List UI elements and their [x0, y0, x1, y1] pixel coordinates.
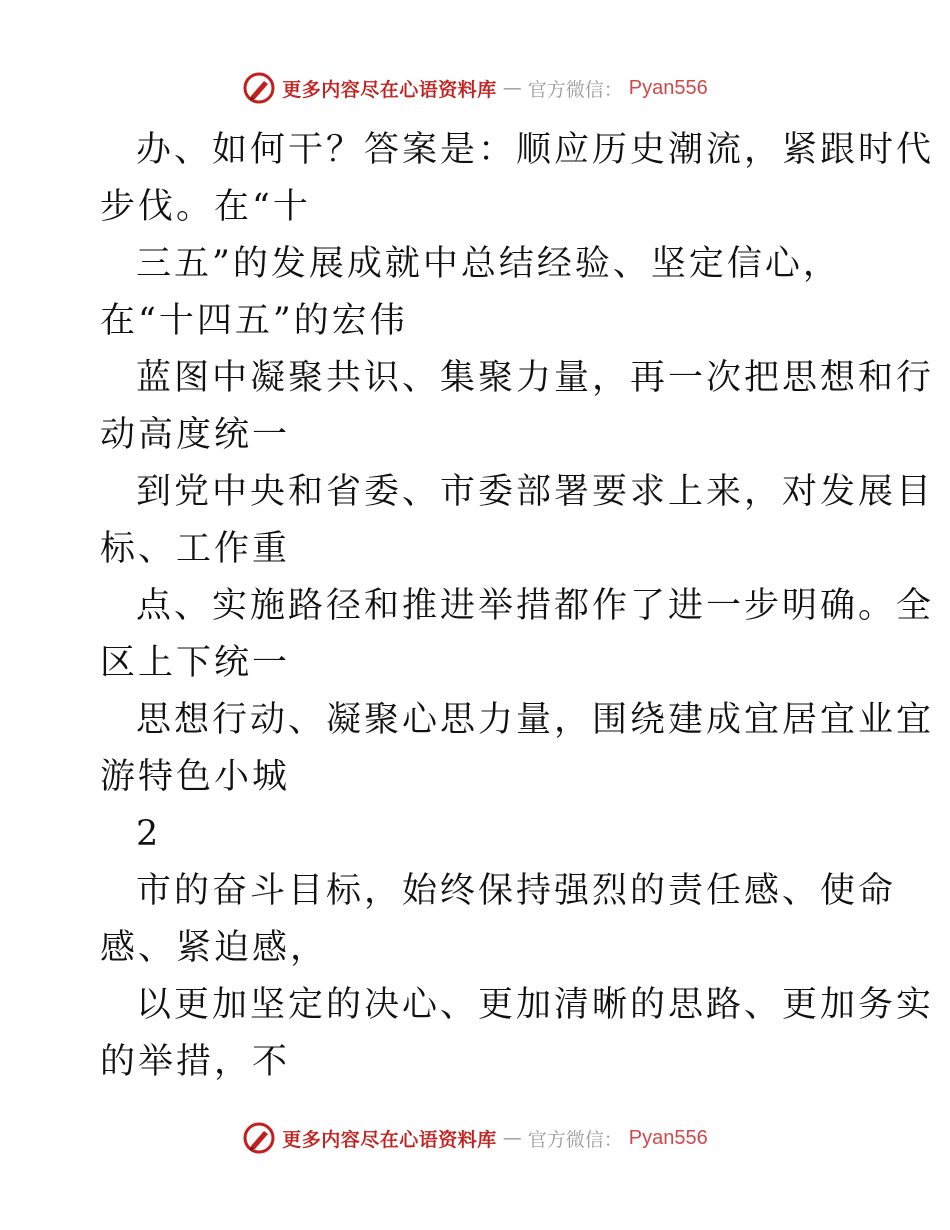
text-line: 思想行动、凝聚心思力量，围绕建成宜居宜业宜 — [136, 700, 935, 740]
watermark-text: 更多内容尽在心语资料库 — [282, 78, 497, 101]
watermark-dash: — — [502, 1127, 522, 1149]
text-line: 以更加坚定的决心、更加清晰的思路、更加务实 — [136, 985, 935, 1025]
text-line: 感、紧迫感， — [100, 928, 329, 968]
watermark-text: 更多内容尽在心语资料库 — [282, 1128, 497, 1151]
text-line: 的举措，不 — [100, 1042, 291, 1082]
footer-watermark — [0, 1118, 950, 1158]
text-line: 在“十四五”的宏伟 — [100, 301, 408, 341]
text-line: 办、如何干？答案是：顺应历史潮流，紧跟时代 — [136, 130, 935, 170]
pen-logo-icon — [242, 1121, 276, 1155]
watermark-label: 官方微信： — [527, 1128, 623, 1151]
page-number: 2 — [136, 814, 162, 854]
watermark-dash: — — [502, 77, 522, 99]
text-line: 市的奋斗目标，始终保持强烈的责任感、使命 — [136, 871, 897, 911]
text-line: 步伐。在“十 — [100, 187, 311, 227]
text-line: 动高度统一 — [100, 415, 291, 455]
text-line: 三五”的发展成就中总结经验、坚定信心， — [136, 244, 841, 284]
text-line: 区上下统一 — [100, 643, 291, 683]
text-line: 标、工作重 — [100, 529, 291, 569]
watermark-label: 官方微信： — [527, 78, 623, 101]
text-line: 蓝图中凝聚共识、集聚力量，再一次把思想和行 — [136, 358, 935, 398]
text-line: 点、实施路径和推进举措都作了进一步明确。全 — [136, 586, 935, 626]
text-line: 到党中央和省委、市委部署要求上来，对发展目 — [136, 472, 935, 512]
watermark-id: Pyan556 — [628, 1126, 708, 1149]
pen-logo-icon — [242, 71, 276, 105]
text-line: 游特色小城 — [100, 757, 291, 797]
header-watermark — [0, 68, 950, 108]
document-body — [100, 122, 935, 1091]
watermark-id: Pyan556 — [628, 76, 708, 99]
